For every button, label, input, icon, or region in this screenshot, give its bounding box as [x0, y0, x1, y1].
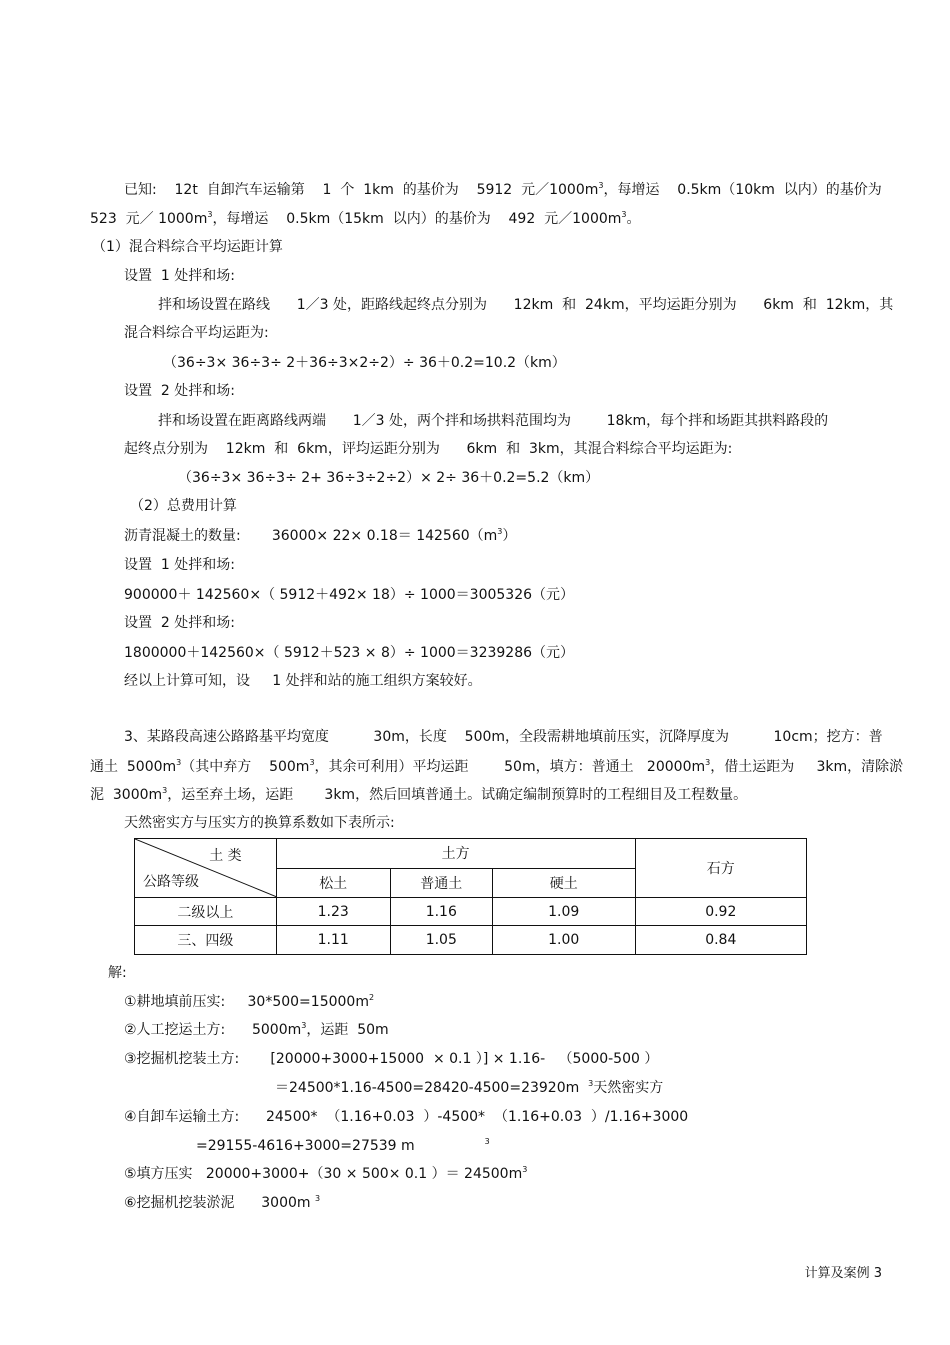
given-text: ，每增运 0.5km（15km 以内）的基价为 492 元／1000m [212, 211, 622, 227]
sub-header: 硬土 [492, 868, 635, 898]
qty-text: 沥青混凝土的数量: 36000× 22× 0.18＝ 142560（m [124, 528, 498, 544]
solution-step-3: ③挖掘机挖装土方: [20000+3000+15000 × 0.1 ）] × 1.16- （5000-500 ） [124, 1051, 659, 1067]
solution-label: 解: [108, 965, 127, 981]
section2-set1: 设置 1 处拌和场: [124, 557, 235, 573]
sub-header: 松土 [276, 868, 390, 898]
step-text: ⑥挖掘机挖装淤泥 3000m [124, 1195, 311, 1211]
given-text: ，每增运 0.5km（10km 以内）的基价为 [603, 182, 882, 198]
given-text: 523 元／ 1000m [90, 211, 208, 227]
conversion-table [134, 838, 807, 955]
solution-step-2 [124, 1020, 389, 1040]
sub-header: 普通土 [390, 868, 492, 898]
value-cell: 1.23 [276, 898, 390, 926]
step-text: =29155-4616+3000=27539 m [196, 1138, 415, 1154]
section1-set2-body-1: 拌和场设置在距离路线两端 1／3 处，两个拌和场拱料范围均为 18km，每个拌和场距其拱料路段的 [158, 413, 829, 429]
problem-text: ，运至弃土场，运距 3km，然后回填普通土。试确定编制预算时的工程细目及工程数量。 [167, 787, 748, 803]
problem-text: 泥 3000m [90, 787, 163, 803]
corner-bottom-label: 公路等级 [143, 874, 199, 890]
corner-top-label: 土 类 [209, 848, 242, 864]
section1-set1-body-2: 混合料综合平均运距为: [124, 325, 269, 341]
problem3-line-1: 3、某路段高速公路路基平均宽度 30m，长度 500m，全段需耕地填前压实，沉降厚度为 10cm；挖方：普 [124, 729, 883, 745]
section1-set2: 设置 2 处拌和场: [124, 383, 235, 399]
solution-step-6 [124, 1193, 320, 1213]
value-cell: 1.11 [276, 926, 390, 955]
group-soil-header: 土方 [276, 839, 635, 869]
table-row [135, 898, 807, 926]
table-row [135, 926, 807, 955]
group-rock-header: 石方 [635, 839, 806, 898]
problem3-line-2 [90, 757, 903, 777]
section2-qty [124, 526, 516, 546]
problem3-line-3 [90, 785, 747, 805]
section1-set1-body-1: 拌和场设置在路线 1／3 处，距路线起终点分别为 12km 和 24km，平均运距分别为 6km 和 12km，其 [158, 297, 894, 313]
value-cell: 1.00 [492, 926, 635, 955]
grade-cell: 二级以上 [135, 898, 277, 926]
problem-text: ，借土运距为 3km，清除淤 [710, 759, 904, 775]
superscript: 3 [621, 210, 627, 219]
given-text: 已知: 12t 自卸汽车运输第 1 个 1km 的基价为 5912 元／1000m [124, 182, 599, 198]
value-cell: 0.84 [635, 926, 806, 955]
superscript: 3 [162, 786, 168, 795]
qty-text: ） [502, 528, 517, 544]
table-intro: 天然密实方与压实方的换算系数如下表所示: [124, 815, 395, 831]
step-text: ①耕地填前压实: 30*500=15000m [124, 994, 369, 1010]
superscript: 3 [484, 1137, 490, 1146]
section1-set2-body-2: 起终点分别为 12km 和 6km，评均运距分别为 6km 和 3km，其混合料综合平均运距为: [124, 441, 733, 457]
superscript: 3 [598, 181, 604, 190]
superscript: 2 [368, 993, 375, 1002]
grade-cell: 三、四级 [135, 926, 277, 955]
section1-set1: 设置 1 处拌和场: [124, 268, 235, 284]
problem-text: 通土 5000m [90, 759, 177, 775]
section2-conclusion: 经以上计算可知，设 1 处拌和站的施工组织方案较好。 [124, 673, 482, 689]
table-corner-cell [135, 839, 277, 898]
superscript: 3 [588, 1079, 594, 1088]
problem-text: ，其余可利用）平均运距 50m，填方：普通土 20000m [314, 759, 706, 775]
solution-step-5 [124, 1164, 527, 1184]
section2-heading: （2）总费用计算 [130, 498, 237, 514]
superscript: 3 [522, 1165, 528, 1174]
given-text: 。 [626, 211, 641, 227]
superscript: 3 [705, 758, 711, 767]
step-text: ，运距 50m [306, 1022, 389, 1038]
section2-calc1: 900000＋ 142560×（ 5912＋492× 18）÷ 1000＝3005326（元） [124, 587, 575, 603]
superscript: 3 [176, 758, 182, 767]
section2-set2: 设置 2 处拌和场: [124, 615, 235, 631]
solution-step-4-cont [196, 1136, 490, 1156]
section1-set1-formula: （36÷3× 36÷3÷ 2＋36÷3×2÷2）÷ 36＋0.2=10.2（km） [163, 355, 566, 371]
solution-step-1 [124, 992, 374, 1012]
table-header-row [135, 839, 807, 869]
step-text: ⑤填方压实 20000+3000+（30 × 500× 0.1 ）＝ 24500m [124, 1166, 523, 1182]
step-text: ＝24500*1.16-4500=28420-4500=23920m [275, 1080, 580, 1096]
section2-calc2: 1800000＋142560×（ 5912＋523 × 8）÷ 1000＝3239286（元） [124, 645, 575, 661]
solution-step-4: ④自卸车运输土方: 24500* （1.16+0.03 ）-4500* （1.16+0.03 ）/1.16+3000 [124, 1109, 689, 1125]
value-cell: 0.92 [635, 898, 806, 926]
section1-set2-formula: （36÷3× 36÷3÷ 2+ 36÷3÷2÷2）× 2÷ 36＋0.2=5.2（km） [178, 470, 600, 486]
superscript: 3 [301, 1021, 307, 1030]
superscript: 3 [497, 527, 503, 536]
value-cell: 1.09 [492, 898, 635, 926]
problem-text: （其中弃方 500m [181, 759, 310, 775]
given-line-1 [124, 180, 882, 200]
page-footer: 计算及案例 3 [804, 1266, 882, 1281]
value-cell: 1.05 [390, 926, 492, 955]
solution-step-3-cont [275, 1078, 663, 1098]
superscript: 3 [309, 758, 315, 767]
step-text: 天然密实方 [593, 1080, 664, 1096]
given-line-2 [90, 209, 641, 229]
section1-heading: （1）混合料综合平均运距计算 [92, 239, 283, 255]
superscript: 3 [314, 1194, 321, 1203]
step-text: ②人工挖运土方: 5000m [124, 1022, 302, 1038]
value-cell: 1.16 [390, 898, 492, 926]
superscript: 3 [207, 210, 213, 219]
